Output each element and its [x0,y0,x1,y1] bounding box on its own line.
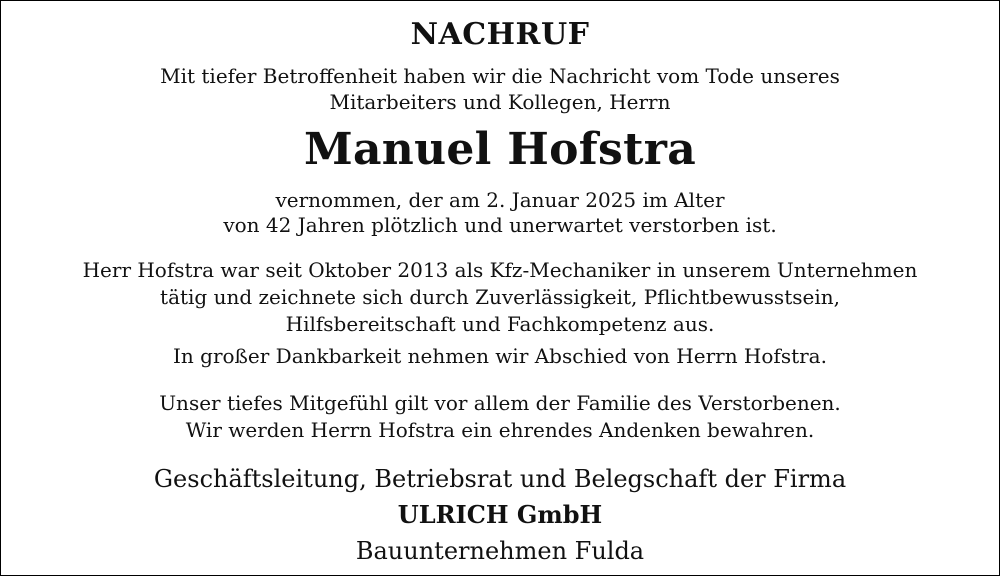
notice-heading: NACHRUF [410,17,590,52]
career-line-2: tätig und zeichnete sich durch Zuverlässigkeit, Pflichtbewusstsein, [160,285,840,309]
career-line-1: Herr Hofstra war seit Oktober 2013 als Kfz-Mechaniker in unserem Unternehmen [82,258,918,282]
intro-line-2: Mitarbeiters und Kollegen, Herrn [329,90,671,114]
signature-line-1: Geschäftsleitung, Betriebsrat und Belegschaft der Firma [153,465,847,493]
gratitude-line: In großer Dankbarkeit nehmen wir Abschied von Herrn Hofstra. [173,344,827,368]
condolence-line-1: Unser tiefes Mitgefühl gilt vor allem der Familie des Verstorbenen. [159,391,841,415]
career-line-3: Hilfsbereitschaft und Fachkompetenz aus. [285,312,715,336]
intro-line-1: Mit tiefer Betroffenheit haben wir die Nachricht vom Tode unseres [160,64,840,88]
company-name: ULRICH GmbH [397,500,603,529]
deceased-name: Manuel Hofstra [303,124,697,175]
death-info-line-2: von 42 Jahren plötzlich und unerwartet verstorben ist. [223,213,777,237]
condolence-line-2: Wir werden Herrn Hofstra ein ehrendes Andenken bewahren. [185,418,815,442]
company-description: Bauunternehmen Fulda [355,537,645,565]
death-info-line-1: vernommen, der am 2. Januar 2025 im Alter [275,188,725,212]
